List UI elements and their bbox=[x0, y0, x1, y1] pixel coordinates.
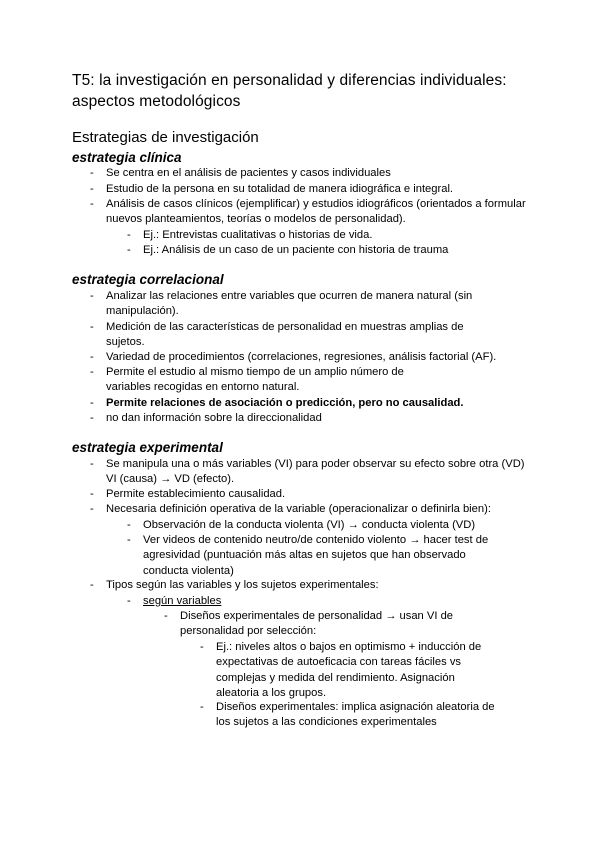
list-item: - Se manipula una o más variables (VI) para poder observar su efecto sobre otra (VD) VI (causa) → VD (efecto). bbox=[90, 458, 525, 486]
section-heading-strategies: Estrategias de investigación bbox=[72, 129, 259, 146]
heading-experimental-strategy: estrategia experimental bbox=[72, 440, 223, 455]
sub-list-item: - Ej.: Análisis de un caso de un paciente con historia de trauma bbox=[143, 243, 523, 258]
list-item-emphasis: - Permite relaciones de asociación o predicción, pero no causalidad. bbox=[106, 396, 526, 411]
list-item: - no dan información sobre la direccionalidad bbox=[106, 411, 526, 426]
bullet-dash: - bbox=[127, 595, 131, 607]
bullet-dash: - bbox=[90, 488, 94, 500]
list-item: - Permite establecimiento causalidad. bbox=[106, 487, 526, 502]
bullet-dash: - bbox=[90, 351, 94, 363]
nested-list-item: - Diseños experimentales: implica asignación aleatoria de los sujetos a las condiciones experimentales bbox=[200, 701, 495, 729]
bullet-dash: - bbox=[90, 183, 94, 195]
bullet-dash: - bbox=[200, 641, 204, 653]
nested-list-item: - Diseños experimentales de personalidad → usan VI de personalidad por selección: bbox=[164, 610, 454, 638]
list-item: - Necesaria definición operativa de la variable (operacionalizar o definirla bien): bbox=[106, 502, 531, 517]
bullet-dash: - bbox=[90, 321, 94, 333]
bullet-dash: - bbox=[90, 397, 94, 409]
heading-clinical-strategy: estrategia clínica bbox=[72, 150, 182, 165]
list-item: - Variedad de procedimientos (correlaciones, regresiones, análisis factorial (AF). bbox=[106, 350, 526, 365]
heading-correlational-strategy: estrategia correlacional bbox=[72, 272, 224, 287]
list-item: - Tipos según las variables y los sujetos experimentales: bbox=[106, 578, 526, 593]
bullet-dash: - bbox=[90, 579, 94, 591]
list-item: - Se centra en el análisis de pacientes y casos individuales bbox=[106, 166, 526, 181]
sub-list-item: - Ver videos de contenido neutro/de contenido violento → hacer test de agresividad (puntuación más altas en sujetos que han observado conducta violenta) bbox=[127, 534, 489, 577]
bullet-dash: - bbox=[127, 519, 131, 531]
list-item: - Analizar las relaciones entre variables que ocurren de manera natural (sin manipulación). bbox=[90, 290, 473, 318]
bullet-dash: - bbox=[127, 244, 131, 256]
sub-list-item: - Observación de la conducta violenta (VI) → conducta violenta (VD) bbox=[143, 518, 528, 533]
list-item: - Estudio de la persona en su totalidad de manera idiográfica e integral. bbox=[106, 182, 526, 197]
bullet-dash: - bbox=[200, 701, 204, 713]
sub-list-item bbox=[127, 594, 443, 609]
bullet-dash: - bbox=[127, 229, 131, 241]
document-title: T5: la investigación en personalidad y diferencias individuales: aspectos metodológicos bbox=[72, 72, 507, 110]
bullet-dash: - bbox=[90, 198, 94, 210]
bullet-dash: - bbox=[90, 167, 94, 179]
bullet-dash: - bbox=[90, 412, 94, 424]
list-item: - Permite el estudio al mismo tiempo de un amplio número de variables recogidas en entorno natural. bbox=[90, 366, 404, 394]
list-item: - Medición de las características de personalidad en muestras amplias de sujetos. bbox=[90, 321, 464, 349]
bullet-dash: - bbox=[90, 290, 94, 302]
sub-list-item: - Ej.: Entrevistas cualitativas o historias de vida. bbox=[143, 228, 523, 243]
bullet-dash: - bbox=[90, 366, 94, 378]
bullet-dash: - bbox=[127, 534, 131, 546]
bullet-dash: - bbox=[90, 503, 94, 515]
nested-list-item: - Ej.: niveles altos o bajos en optimismo + inducción de expectativas de autoeficacia con tareas fáciles vs complejas y medida del rendimiento. Asignación aleatoria a los grupos. bbox=[200, 641, 482, 699]
list-item: - Análisis de casos clínicos (ejemplificar) y estudios idiográficos (orientados a formular nuevos planteamientos, teorías o modelos de personalidad). bbox=[90, 198, 526, 226]
bullet-dash: - bbox=[90, 458, 94, 470]
bullet-dash: - bbox=[164, 610, 168, 622]
underlined-subheading: según variables bbox=[143, 595, 222, 607]
